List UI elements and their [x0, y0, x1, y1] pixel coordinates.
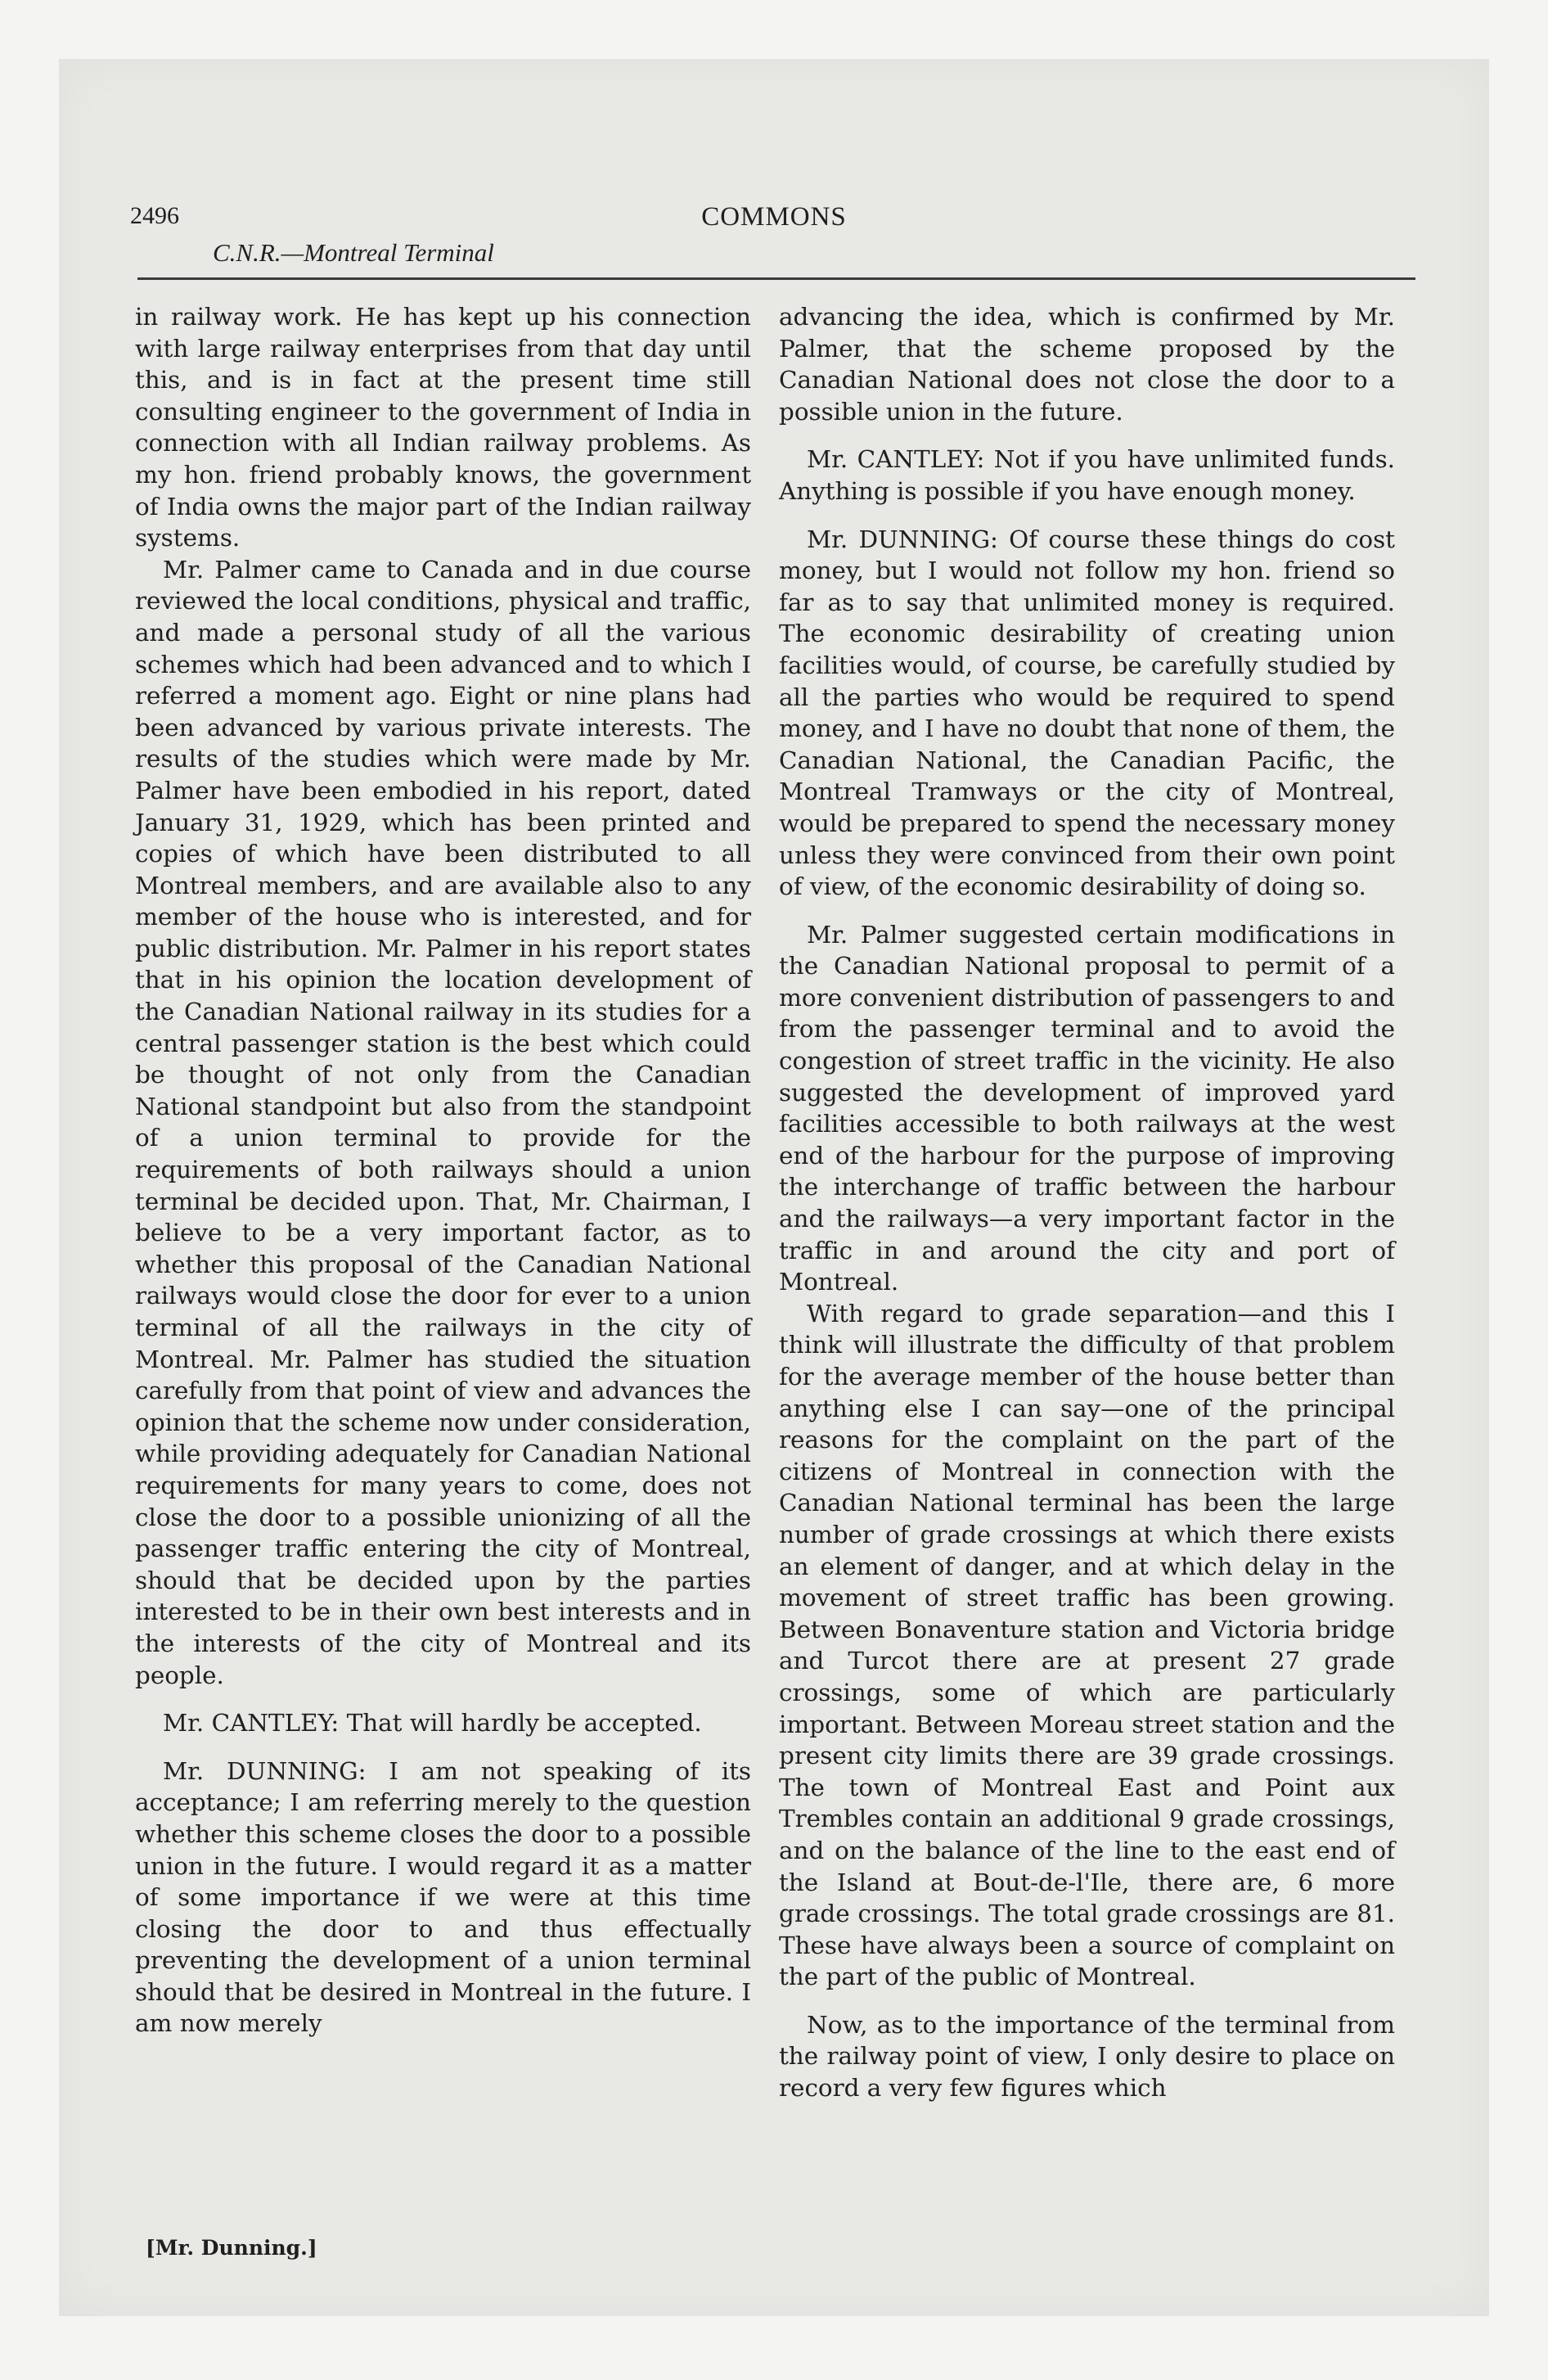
header-rule — [137, 277, 1415, 280]
paragraph: Mr. DUNNING: I am not speaking of its acceptance; I am referring merely to the question whether this scheme closes the door to a possible union in the future. I would regard it as a matter of some importance if we were at this time closing the door to and thus effectually preventing the development of a union terminal should that be desired in Montreal in the future. I am now merely — [135, 1756, 751, 2038]
paragraph: With regard to grade separation—and this I think will illustrate the difficulty of that problem for the average member of the house better than anything else I can say—one of the principal reasons for the complaint on the part of the citizens of Montreal in connection with the Canadian National terminal has been the large number of grade crossings at which there exists an element of danger, and at which delay in the movement of street traffic has been growing. Between Bonaventure station and Victoria bridge and Turcot there are at present 27 grade crossings, some of which are particularly important. Between Moreau street station and the present city limits there are 39 grade crossings. The town of Montreal East and Point aux Trembles contain an additional 9 grade crossings, and on the balance of the line to the east end of the Island at Bout-de-l'Ile, there are, 6 more grade crossings. The total grade crossings are 81. These have always been a source of complaint on the part of the public of Montreal. — [779, 1299, 1395, 1991]
right-column — [779, 301, 1395, 2104]
paragraph: in railway work. He has kept up his connection with large railway enterprises from that day until this, and is in fact at the present time still consulting engineer to the government of India in connection with all Indian railway problems. As my hon. friend probably knows, the government of India owns the major part of the Indian railway systems. — [135, 303, 751, 552]
subject-heading: C.N.R.—Montreal Terminal — [213, 238, 494, 267]
running-head: COMMONS — [701, 202, 847, 232]
page-number: 2496 — [130, 202, 179, 229]
left-column — [135, 301, 751, 2040]
paragraph: Mr. Palmer suggested certain modifications in the Canadian National proposal to permit of a more convenient distribution of passengers to and from the passenger terminal and to avoid the congestion of street traffic in the vicinity. He also suggested the development of improved yard facilities accessible to both railways at the west end of the harbour for the purpose of improving the interchange of traffic between the harbour and the railways—a very important factor in the traffic in and around the city and port of Montreal. — [779, 920, 1395, 1296]
paragraph: Mr. DUNNING: Of course these things do cost money, but I would not follow my hon. friend so far as to say that unlimited money is required. The economic desirability of creating union facilities would, of course, be carefully studied by all the parties who would be required to spend money, and I have no doubt that none of them, the Canadian National, the Canadian Pacific, the Montreal Tramways or the city of Montreal, would be prepared to spend the necessary money unless they were convinced from their own point of view, of the economic desirability of doing so. — [779, 525, 1395, 901]
footer-speaker-note: [Mr. Dunning.] — [146, 2236, 317, 2260]
paragraph: Mr. Palmer came to Canada and in due course reviewed the local conditions, physical and traffic, and made a personal study of all the various schemes which had been advanced and to which I referred a moment ago. Eight or nine plans had been advanced by various private interests. The results of the studies which were made by Mr. Palmer have been embodied in his report, dated January 31, 1929, which has been printed and copies of which have been distributed to all Montreal members, and are available also to any member of the house who is interested, and for public distribution. Mr. Palmer in his report states that in his opinion the location development of the Canadian National railway in its studies for a central passenger station is the best which could be thought of not only from the Canadian National standpoint but also from the standpoint of a union terminal to provide for the requirements of both railways should a union terminal be decided upon. That, Mr. Chairman, I believe to be a very important factor, as to whether this proposal of the Canadian National railways would close the door for ever to a union terminal of all the railways in the city of Montreal. Mr. Palmer has studied the situation carefully from that point of view and advances the opinion that the scheme now under consideration, while providing adequately for Canadian National requirements for many years to come, does not close the door to a possible unionizing of all the passenger traffic entering the city of Montreal, should that be decided upon by the parties interested to be in their own best interests and in the interests of the city of Montreal and its people. — [135, 555, 751, 1689]
paragraph: Now, as to the importance of the terminal from the railway point of view, I only desire to place on record a very few figures which — [779, 2010, 1395, 2103]
paragraph: advancing the idea, which is confirmed by Mr. Palmer, that the scheme proposed by the Canadian National does not close the door to a possible union in the future. — [779, 303, 1395, 426]
paragraph: Mr. CANTLEY: That will hardly be accepted. — [163, 1709, 702, 1738]
paragraph: Mr. CANTLEY: Not if you have unlimited funds. Anything is possible if you have enough money. — [779, 445, 1395, 505]
